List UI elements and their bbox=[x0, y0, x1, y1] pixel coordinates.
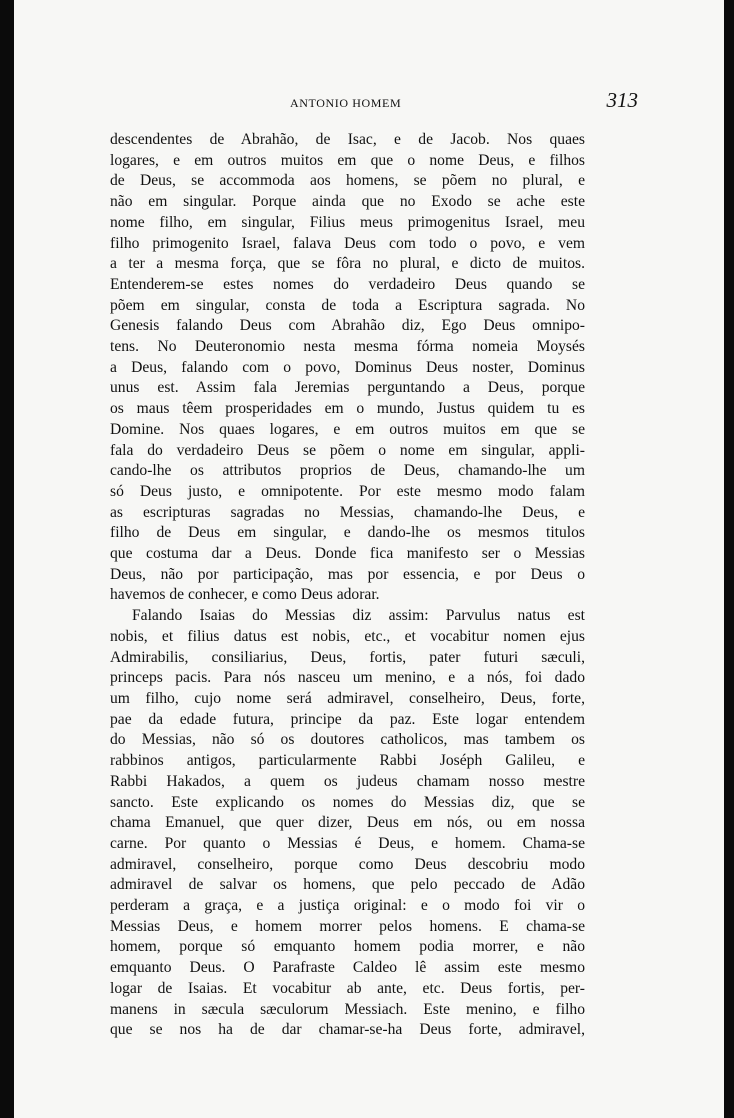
text-line: tens. No Deuteronomio nesta mesma fórma nomeia Moysés bbox=[110, 338, 585, 356]
text-line: põem em singular, consta de toda a Escriptura sagrada. No bbox=[110, 296, 585, 314]
text-line: carne. Por quanto o Messias é Deus, e homem. Chama-se bbox=[110, 834, 585, 852]
text-line: do Messias, não só os doutores catholicos, mas tambem os bbox=[110, 731, 585, 749]
scan-edge-left bbox=[0, 0, 14, 1118]
text-line: emquanto Deus. O Parafraste Caldeo lê assim este mesmo bbox=[110, 959, 585, 977]
paragraph-1 bbox=[110, 130, 585, 606]
text-line: cando-lhe os attributos proprios de Deus, chamando-lhe um bbox=[110, 462, 585, 480]
text-line: as escripturas sagradas no Messias, chamando-lhe Deus, e bbox=[110, 503, 585, 521]
text-line: que costuma dar a Deus. Donde fica manifesto ser o Messias bbox=[110, 545, 585, 563]
text-line: pae da edade futura, principe da paz. Este logar entendem bbox=[110, 710, 585, 728]
paragraph-2 bbox=[110, 606, 585, 1041]
text-line: só Deus justo, e omnipotente. Por este mesmo modo falam bbox=[110, 482, 585, 500]
text-line: admiravel de salvar os homens, que pelo peccado de Adão bbox=[110, 876, 585, 894]
text-line: manens in sæcula sæculorum Messiach. Este menino, e filho bbox=[110, 1000, 585, 1018]
running-head: ANTONIO HOMEM bbox=[290, 96, 402, 110]
text-line: a Deus, falando com o povo, Dominus Deus noster, Dominus bbox=[110, 358, 585, 376]
text-line: não em singular. Porque ainda que no Exodo se ache este bbox=[110, 193, 585, 211]
text-line: filho primogenito Israel, falava Deus com todo o povo, e vem bbox=[110, 234, 585, 252]
text-line: logar de Isaias. Et vocabitur ab ante, etc. Deus fortis, per- bbox=[110, 979, 585, 997]
text-line: sancto. Este explicando os nomes do Messias diz, que se bbox=[110, 793, 585, 811]
text-line: Domine. Nos quaes logares, e em outros muitos em que se bbox=[110, 420, 585, 438]
text-line: logares, e em outros muitos em que o nome Deus, e filhos bbox=[110, 151, 585, 169]
text-line: Falando Isaias do Messias diz assim: Parvulus natus est bbox=[132, 607, 585, 625]
text-line: Deus, não por participação, mas por essencia, e por Deus o bbox=[110, 565, 585, 583]
page-number: 313 bbox=[606, 88, 638, 112]
text-line: os maus têem prosperidades em o mundo, Justus quidem tu es bbox=[110, 400, 585, 418]
scan-edge-right bbox=[724, 0, 734, 1118]
text-line: unus est. Assim fala Jeremias perguntando a Deus, porque bbox=[110, 379, 585, 397]
text-line: princeps pacis. Para nós nasceu um menino, e a nós, foi dado bbox=[110, 669, 585, 687]
text-line: a ter a mesma força, que se fôra no plural, e dicto de muitos. bbox=[110, 255, 585, 273]
page-header bbox=[290, 88, 638, 116]
text-line: perderam a graça, e a justiça original: e o modo foi vir o bbox=[110, 897, 585, 915]
text-line: fala do verdadeiro Deus se põem o nome em singular, appli- bbox=[110, 441, 585, 459]
text-line: nome filho, em singular, Filius meus primogenitus Israel, meu bbox=[110, 213, 585, 231]
text-line: que se nos ha de dar chamar-se-ha Deus forte, admiravel, bbox=[110, 1021, 585, 1039]
text-line: havemos de conhecer, e como Deus adorar. bbox=[110, 586, 380, 604]
text-line: de Deus, se accommoda aos homens, se põem no plural, e bbox=[110, 172, 585, 190]
text-line: admiravel, conselheiro, porque como Deus descobriu modo bbox=[110, 855, 585, 873]
text-line: um filho, cujo nome será admiravel, conselheiro, Deus, forte, bbox=[110, 689, 585, 707]
text-line: homem, porque só emquanto homem podia morrer, e não bbox=[110, 938, 585, 956]
text-line: Genesis falando Deus com Abrahão diz, Ego Deus omnipo- bbox=[110, 317, 585, 335]
text-line: rabbinos antigos, particularmente Rabbi Joséph Galileu, e bbox=[110, 752, 585, 770]
text-line: Entenderem-se estes nomes do verdadeiro Deus quando se bbox=[110, 275, 585, 293]
body-text bbox=[110, 130, 585, 1041]
text-line: Rabbi Hakados, a quem os judeus chamam nosso mestre bbox=[110, 772, 585, 790]
text-line: Admirabilis, consiliarius, Deus, fortis, pater futuri sæculi, bbox=[110, 648, 585, 666]
text-line: chama Emanuel, que quer dizer, Deus em nós, ou em nossa bbox=[110, 814, 585, 832]
text-line: descendentes de Abrahão, de Isac, e de Jacob. Nos quaes bbox=[110, 131, 585, 148]
text-line: Messias Deus, e homem morrer pelos homens. E chama-se bbox=[110, 917, 585, 935]
text-line: nobis, et filius datus est nobis, etc., et vocabitur nomen ejus bbox=[110, 627, 585, 645]
text-line: filho de Deus em singular, e dando-lhe os mesmos titulos bbox=[110, 524, 585, 542]
